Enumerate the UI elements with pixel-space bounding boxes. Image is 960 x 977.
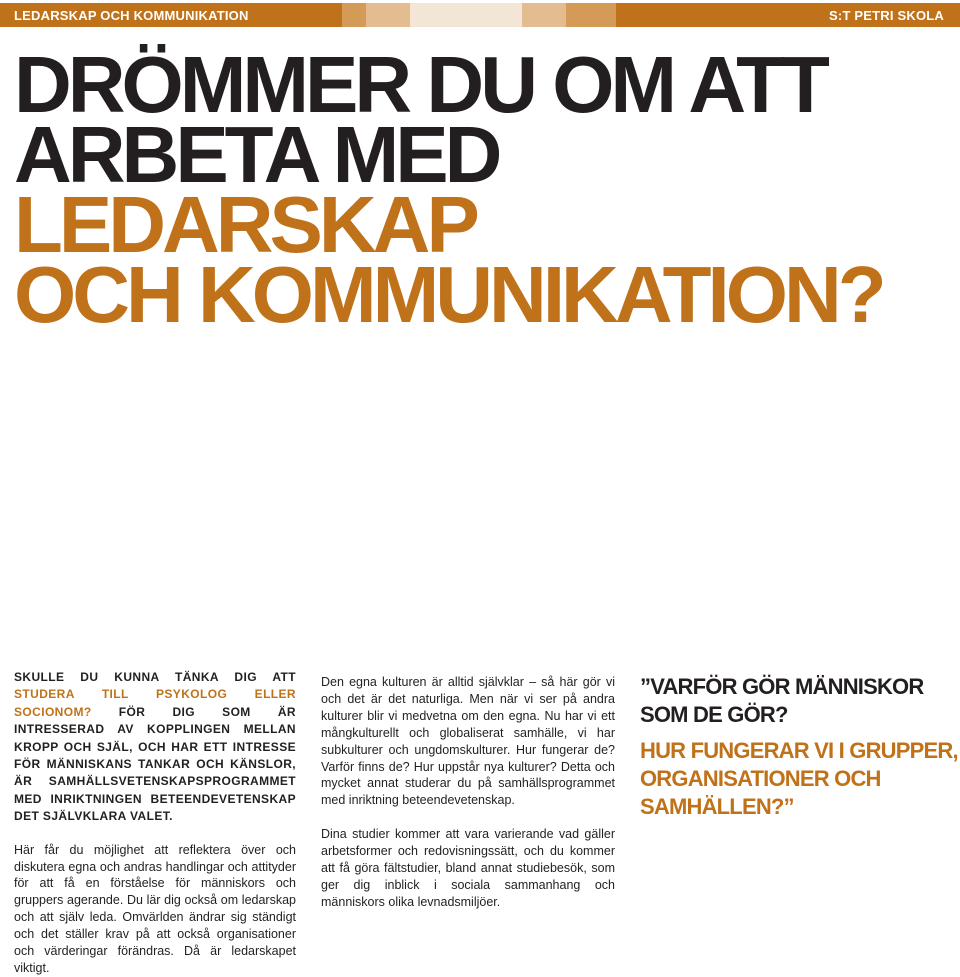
column-1 [14, 669, 296, 977]
headline-line-2-orange: LEDARSKAP [14, 180, 476, 269]
banner-school-name: S:T PETRI SKOLA [829, 8, 944, 23]
pull-quote-2: HUR FUNGERAR VI I GRUPPER, ORGANISATIONER OCH SAMHÄLLEN?” [640, 738, 958, 819]
column-3-quotes [640, 673, 960, 821]
body-paragraph: Dina studier kommer att vara varierande vad gäller arbetsformer och redovisningssätt, och du kommer att få göra fältstudier, bland annat studiebesök, som ger dig inblick i sociala sammanhang och människors olika levnadsmiljöer. [321, 827, 615, 909]
banner-stripe [320, 3, 342, 27]
banner-stripe [410, 3, 522, 27]
lead-text-dark-1: SKULLE DU KUNNA TÄNKA DIG ATT [14, 670, 296, 684]
column-2 [321, 674, 615, 911]
headline-line-2-dark: ARBETA MED [14, 110, 499, 199]
banner-section-label: LEDARSKAP OCH KOMMUNIKATION [14, 8, 249, 23]
lead-text-dark-2: FÖR DIG SOM ÄR INTRESSERAD AV KOPPLINGEN MELLAN KROPP OCH SJÄL, OCH HAR ETT INTRESSE FÖR MÄNNISKANS TANKAR OCH KÄNSLOR, ÄR SAMHÄLLSVETENSKAPSPROGRAMMET MED INRIKTNINGEN BETEENDEVETENSKAP DET SJÄLVKLARA VALET. [14, 704, 296, 824]
banner-stripe [616, 3, 640, 27]
page-headline [14, 40, 944, 339]
banner-stripe [342, 3, 366, 27]
headline-line-1: DRÖMMER DU OM ATT [14, 40, 826, 129]
banner-stripe [566, 3, 616, 27]
body-paragraph: Här får du möjlighet att reflektera över och diskutera egna och andras handlingar och attityder för att få en förståelse för människors och gruppers agerande. Du lär dig också om ledarskap och att själv leda. Omvärlden ändrar sig ständigt och det ställer krav på att också organisationer och värderingar förändras. Då är ledarskapet viktigt. [14, 842, 296, 975]
banner-stripe [522, 3, 566, 27]
body-paragraph: Den egna kulturen är alltid självklar – så här gör vi och det är det naturliga. Men när vi ser på andra kulturer blir vi medvetna om den egna. Nu har vi ett mångkulturellt och globaliserat samhälle, vi har subkulturer och ungdomskulturer. Hur fungerar de? Varför finns de? Hur uppstår nya kulturer? Detta och mycket annat studerar du på samhällsprogrammet med inriktning beteendevetenskap. [321, 675, 615, 808]
banner-stripes [320, 3, 640, 27]
headline-line-3: OCH KOMMUNIKATION? [14, 250, 883, 339]
lead-text-orange: STUDERA TILL PSYKOLOG ELLER SOCIONOM? [14, 687, 296, 719]
banner-stripe [366, 3, 410, 27]
pull-quote-1: ”VARFÖR GÖR MÄNNISKOR SOM DE GÖR? [640, 674, 924, 727]
headline-line-2 [14, 110, 944, 269]
lead-paragraph [14, 669, 296, 826]
